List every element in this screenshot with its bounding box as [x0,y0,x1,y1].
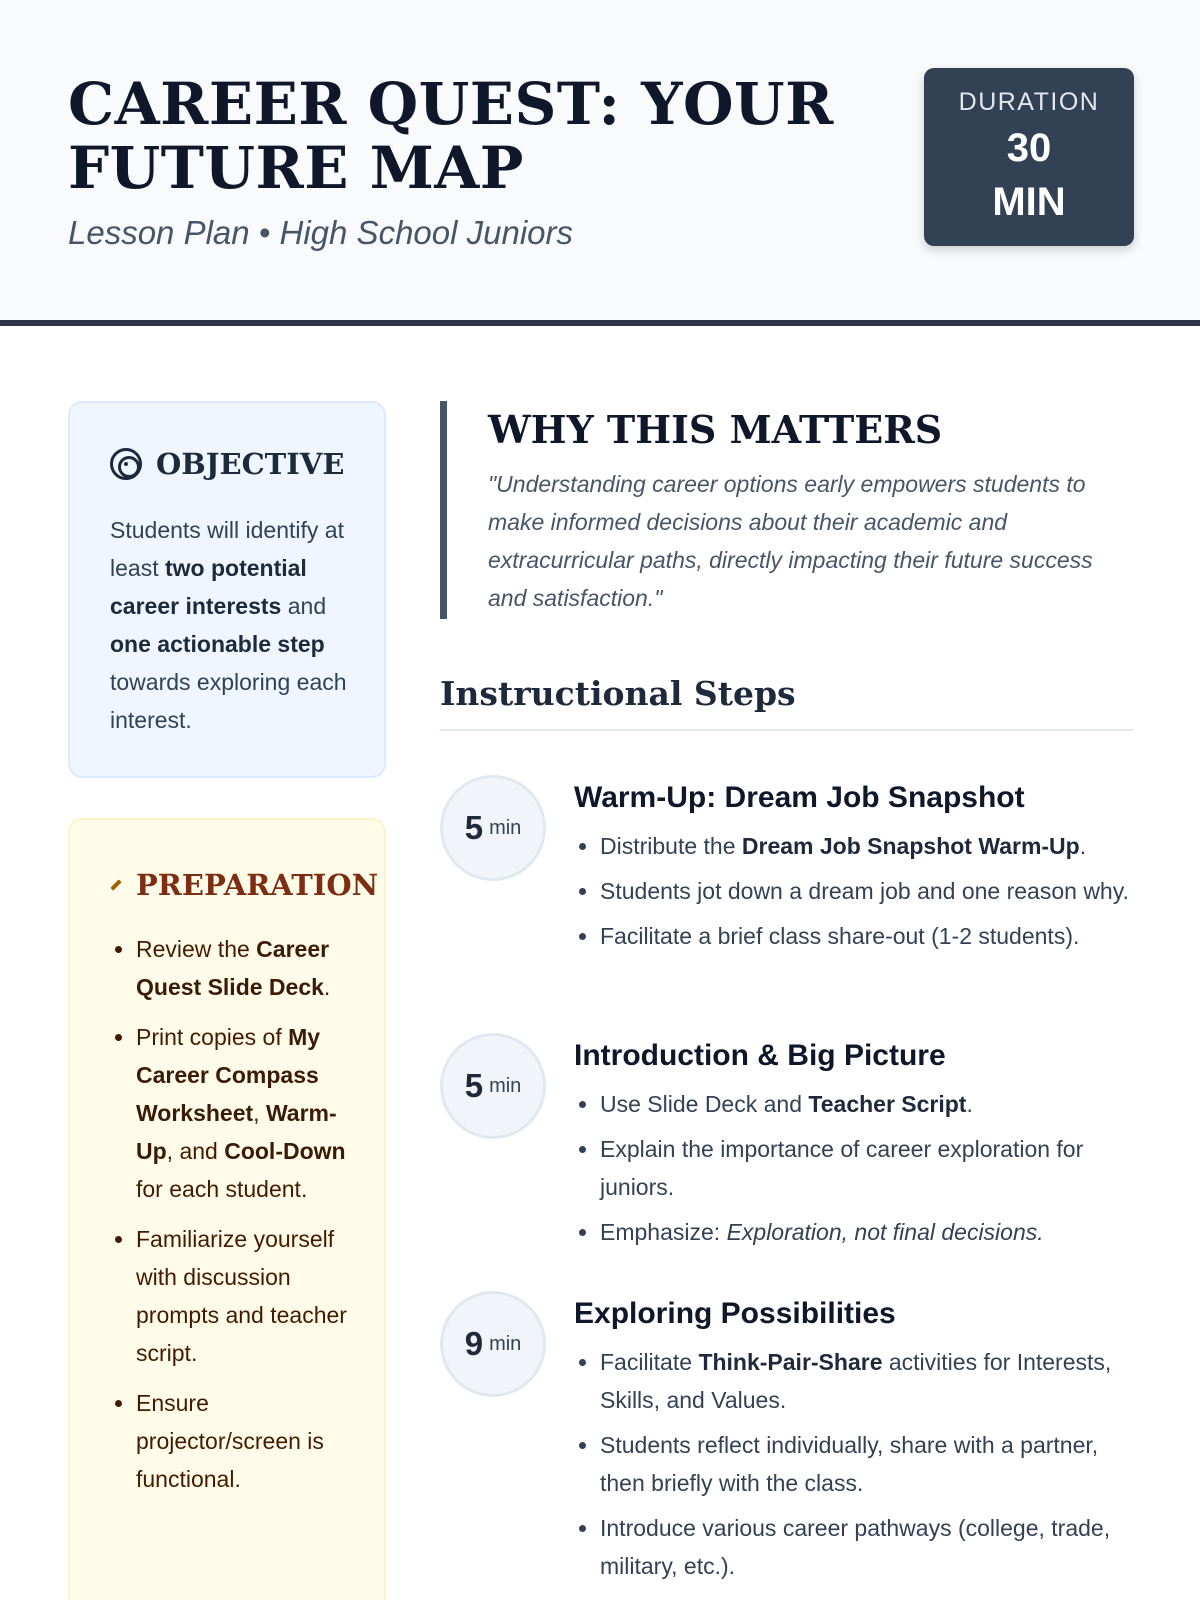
objective-text-part: and [281,593,327,619]
objective-text-part: towards exploring each interest. [110,669,347,733]
item-bold: Warm-Up [136,1100,337,1164]
list-item: • Students jot down a dream job and one reason why. [600,872,1140,910]
item-bold: My Career Compass Worksheet [136,1024,321,1126]
item-bold: Career Quest Slide Deck [136,936,330,1000]
objective-heading-row [110,447,344,481]
item-text: . [1079,833,1087,859]
step-list [600,1085,1140,1258]
list-item: • Facilitate a brief class share-out (1-2 students). [600,917,1140,955]
list-item [600,827,1140,865]
step-minutes: 5 [464,809,484,846]
item-text: Ensure projector/screen is functional. [136,1390,324,1492]
item-text: Familiarize yourself with discussion prompts and teacher script. [136,1226,347,1366]
item-text: . [323,974,331,1000]
item-text: Print copies of [136,1024,289,1050]
duration-label: DURATION [958,88,1100,116]
duration-value: 30 MIN [992,126,1066,224]
step-minutes: 5 [464,1067,484,1104]
duration-badge [924,68,1134,246]
list-item [136,1220,366,1372]
why-heading: WHY THIS MATTERS [488,407,943,452]
list-item [136,1384,366,1498]
list-item: • Explain the importance of career exploration for juniors. [600,1130,1140,1206]
preparation-list [136,930,366,1510]
list-item [600,1343,1140,1419]
item-text: Distribute the [600,833,742,859]
item-bold: Cool-Down [224,1138,346,1164]
step-duration-badge [440,1033,546,1139]
target-icon [110,448,142,480]
step-unit: min [489,1332,522,1355]
pencil-icon [110,879,121,890]
step-unit: min [489,1074,522,1097]
list-item [600,1213,1140,1251]
item-text: Use Slide Deck and [600,1091,809,1117]
why-this-matters [440,401,1134,619]
preparation-heading-row [110,868,378,902]
item-bold: Dream Job Snapshot Warm-Up [741,833,1080,859]
list-item [136,1018,366,1208]
page-title: CAREER QUEST: YOUR FUTURE MAP [68,70,834,202]
list-item: • Students reflect individually, share with a partner, then briefly with the class. [600,1426,1140,1502]
objective-text [110,511,360,739]
step-duration-badge [440,775,546,881]
preparation-card [68,818,386,1600]
item-bold: Teacher Script [808,1091,967,1117]
item-text: Facilitate [600,1349,699,1375]
objective-heading: OBJECTIVE [156,447,345,481]
step-title: Warm-Up: Dream Job Snapshot [574,781,1025,814]
list-item: • Introduce various career pathways (college, trade, military, etc.). [600,1509,1140,1585]
item-text: Emphasize: [600,1219,727,1245]
item-bold: Think-Pair-Share [698,1349,883,1375]
why-quote: "Understanding career options early empowers students to make informed decisions about their academic and extracurricular paths, directly impacting their future success and satisfaction." [488,471,1093,611]
objective-bold-part: one actionable step [110,631,325,657]
page-subtitle: Lesson Plan • High School Juniors [68,214,574,251]
item-text: . [966,1091,973,1117]
objective-card [68,401,386,778]
item-text: Review the [136,936,257,962]
list-item [136,930,366,1006]
steps-heading: Instructional Steps [440,674,1134,731]
preparation-heading: PREPARATION [136,868,379,902]
item-text: , [253,1100,266,1126]
step-title: Exploring Possibilities [574,1297,896,1330]
item-text: , and [166,1138,225,1164]
step-duration-badge [440,1291,546,1397]
item-italic: Exploration, not final decisions. [726,1219,1044,1245]
page-header [0,0,1200,326]
objective-text-part: Students will identify at least [110,517,344,581]
step-list [600,1343,1140,1592]
list-item [600,1085,1140,1123]
objective-bold-part: two potential career interests [110,555,307,619]
step-minutes: 9 [464,1325,484,1362]
step-unit: min [489,816,522,839]
step-title: Introduction & Big Picture [574,1039,946,1072]
step-list [600,827,1140,962]
item-text: activities for Interests, Skills, and Values. [600,1349,1112,1413]
item-text: for each student. [136,1176,308,1202]
